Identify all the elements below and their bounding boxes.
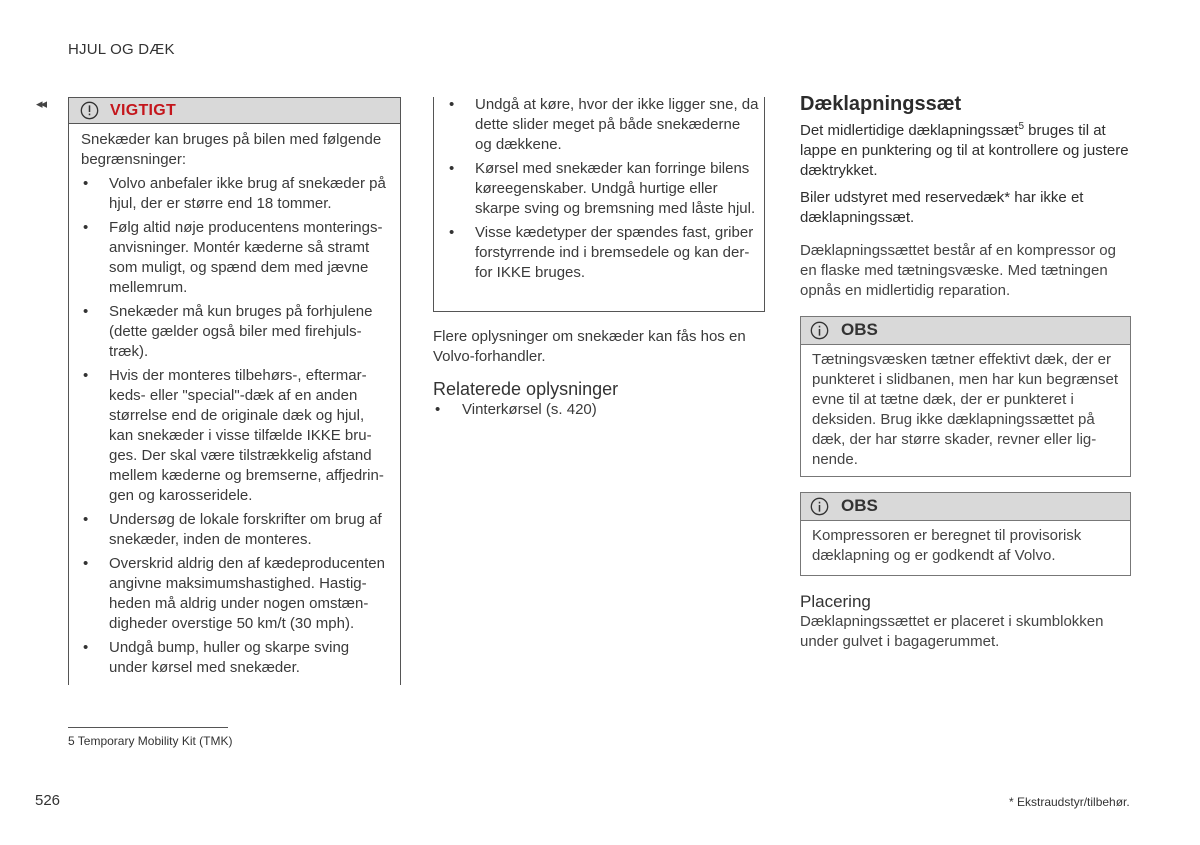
warning-box <box>68 97 401 685</box>
accessory-note: * Ekstraudstyr/tilbehør. <box>1009 795 1130 809</box>
list-item: • Volvo anbefaler ikke brug af snekæder på hjul, der er større end 18 tommer. <box>81 174 389 214</box>
note-header <box>801 493 1130 521</box>
note-title: OBS <box>841 320 878 339</box>
intro-text <box>800 121 1130 181</box>
info-circle-icon <box>810 321 829 340</box>
spare-wheel-note: Biler udstyret med reservedæk* har ikke et dæklapningssæt. <box>800 189 1084 226</box>
related-info-list <box>433 400 763 420</box>
list-item: • Overskrid aldrig den af kædeproducenten angivne maksimumshastighed. Hastigheden må aldrig under nogen omstændigheder overstige 50 km/t (30 mph). <box>81 554 389 634</box>
warning-list <box>81 174 389 678</box>
exclamation-circle-icon <box>80 101 99 120</box>
list-item: • Følg altid nøje producentens monteringsanvisninger. Montér kæderne så stramt som muligt, og spænd dem med jævne mellemrum. <box>81 218 389 298</box>
intro-text-end: bruges til at lappe en punktering og til at kontrollere og justere dæktrykket. <box>800 122 1129 179</box>
intro-text-start: Det midlertidige dæklapningssæt <box>800 122 1019 139</box>
placement-text: Dæklapningssættet er placeret i skumblokken under gulvet i bagagerummet. <box>800 613 1104 650</box>
note-text: Kompressoren er beregnet til provisorisk dæklapning og er godkendt af Volvo. <box>812 527 1082 564</box>
note-title: OBS <box>841 496 878 515</box>
continued-marker: ◂◂ <box>36 96 46 111</box>
warning-body <box>81 130 389 678</box>
note-box <box>800 492 1131 576</box>
list-item: • Undgå at køre, hvor der ikke ligger sne, da dette slider meget på både snekæderne og dækkene. <box>447 95 759 155</box>
note-text: Tætningsvæsken tætner effektivt dæk, der er punkteret i slidbanen, men har kun begrænset evne til at tætne dæk, der er punkteret i deksiden. Brug ikke dæklapningssættet på dæk, der har større skader, revner eller lignende. <box>812 351 1119 468</box>
warning-header <box>69 97 400 124</box>
kit-description: Dæklapningssættet består af en kompressor og en flaske med tætningsvæske. Med tætningen opnås en midlertidig reparation. <box>800 242 1116 299</box>
list-item: • Visse kædetyper der spændes fast, griber forstyrrende ind i bremsedele og kan derfor IKKE bruges. <box>447 223 759 283</box>
list-item: • Undersøg de lokale forskrifter om brug af snekæder, inden de monteres. <box>81 510 389 550</box>
related-link[interactable]: • Vinterkørsel (s. 420) <box>433 400 763 420</box>
note-box <box>800 316 1131 477</box>
page-number: 526 <box>35 792 61 809</box>
list-item: • Kørsel med snekæder kan forringe bilens køreegenskaber. Undgå hurtige eller skarpe sving og bremsning med låste hjul. <box>447 159 759 219</box>
warning-title: VIGTIGT <box>110 102 177 119</box>
warning-continued-box <box>433 97 765 312</box>
warning-continued-list <box>447 95 759 283</box>
note-header <box>801 317 1130 345</box>
related-info-heading: Relaterede oplysninger <box>433 379 619 399</box>
more-info-text: Flere oplysninger om snekæder kan fås hos en Volvo-forhandler. <box>433 328 746 365</box>
info-circle-icon <box>810 497 829 516</box>
section-header: HJUL OG DÆK <box>68 41 175 58</box>
placement-heading: Placering <box>800 592 871 611</box>
footnote-ref[interactable]: 5 <box>1018 121 1024 132</box>
warning-intro: Snekæder kan bruges på bilen med følgende begrænsninger: <box>81 131 382 168</box>
page-title: Dæklapningssæt <box>800 93 962 115</box>
list-item: • Snekæder må kun bruges på forhjulene (dette gælder også biler med firehjulstræk). <box>81 302 389 362</box>
list-item: • Undgå bump, huller og skarpe sving under kørsel med snekæder. <box>81 638 389 678</box>
footnote-divider <box>68 727 228 728</box>
list-item: • Hvis der monteres tilbehørs-, eftermarkeds- eller "special"-dæk af en anden størrelse end de originale dæk og hjul, kan snekæder i visse tilfælde IKKE bruges. Der skal være tilstrækkelig afstand mellem kæderne og bremserne, affjedringen og karosseridele. <box>81 366 389 506</box>
footnote: 5 Temporary Mobility Kit (TMK) <box>68 734 233 748</box>
